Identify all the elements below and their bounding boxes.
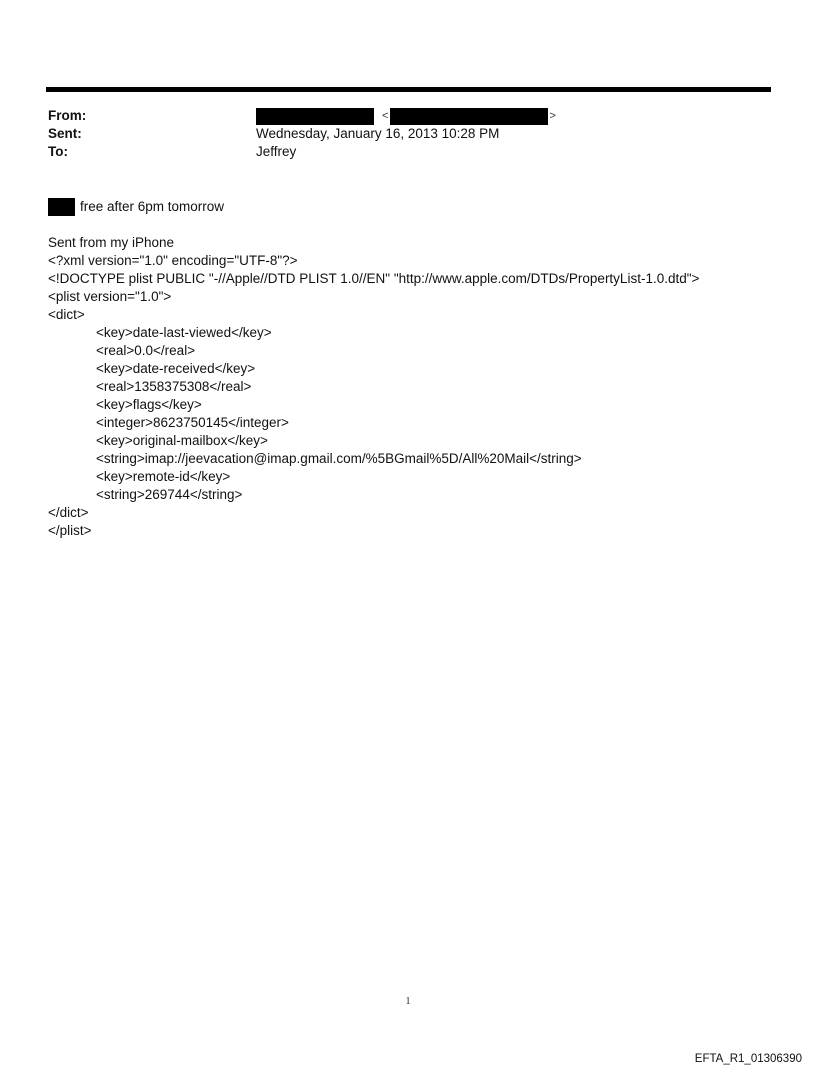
angle-close: >: [549, 109, 556, 122]
redacted-sender-name: [256, 108, 374, 125]
plist-entry: <key>flags</key>: [96, 397, 202, 412]
plist-entry: <key>original-mailbox</key>: [96, 433, 268, 448]
from-label: From:: [48, 108, 87, 123]
redacted-name: [48, 198, 75, 216]
dict-close: </dict>: [48, 505, 89, 520]
signature-line: Sent from my iPhone: [48, 235, 175, 250]
doctype-line: <!DOCTYPE plist PUBLIC "-//Apple//DTD PLIST 1.0//EN" "http://www.apple.com/DTDs/PropertyList-1.0.dtd">: [48, 271, 700, 286]
plist-entry: <string>imap://jeevacation@imap.gmail.com/%5BGmail%5D/All%20Mail</string>: [96, 451, 582, 466]
from-row: [48, 107, 768, 125]
sent-label: Sent:: [48, 126, 82, 141]
sent-row: [48, 125, 768, 143]
from-value: [256, 107, 556, 125]
page-number: 1: [405, 996, 411, 1007]
sent-value: Wednesday, January 16, 2013 10:28 PM: [256, 126, 500, 141]
redacted-sender-email: [390, 108, 548, 125]
plist-entry: <key>remote-id</key>: [96, 469, 231, 484]
angle-open: <: [382, 109, 389, 122]
to-value: Jeffrey: [256, 144, 297, 159]
dict-open: <dict>: [48, 307, 85, 322]
to-label: To:: [48, 144, 68, 159]
header-rule: [46, 87, 771, 92]
document-id: EFTA_R1_01306390: [694, 1053, 802, 1065]
xml-declaration: <?xml version="1.0" encoding="UTF-8"?>: [48, 253, 298, 268]
plist-entry: <real>0.0</real>: [96, 343, 196, 358]
plist-open: <plist version="1.0">: [48, 289, 172, 304]
plist-entry: <integer>8623750145</integer>: [96, 415, 289, 430]
to-row: [48, 143, 768, 161]
message-line: [48, 198, 224, 216]
plist-entry: <key>date-last-viewed</key>: [96, 325, 272, 340]
message-body: [48, 234, 699, 540]
plist-entry: <key>date-received</key>: [96, 361, 256, 376]
plist-entry: <string>269744</string>: [96, 487, 243, 502]
plist-entry: <real>1358375308</real>: [96, 379, 252, 394]
plist-close: </plist>: [48, 523, 92, 538]
message-text: free after 6pm tomorrow: [80, 199, 225, 214]
